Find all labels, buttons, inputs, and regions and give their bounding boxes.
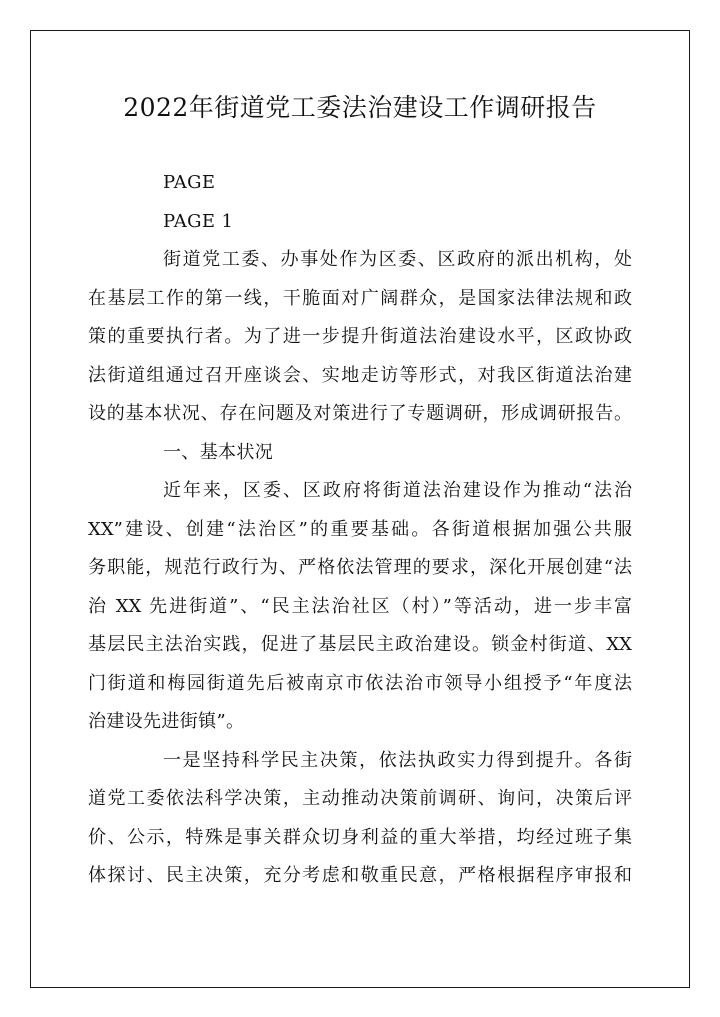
paragraph-line-13: 一是坚持科学民主决策，依法执政实力得到提升。各街 bbox=[163, 749, 632, 771]
paragraph-line-12: 治建设先进街镇”。 bbox=[88, 711, 245, 732]
document-body bbox=[88, 164, 632, 896]
document-title: 2022年街道党工委法治建设工作调研报告 bbox=[123, 93, 597, 122]
paragraph-line-11: 门街道和梅园街道先后被南京市依法治市领导小组授予“年度法 bbox=[88, 672, 632, 694]
paragraph-line-15: 价、公示，特殊是事关群众切身利益的重大举措，均经过班子集 bbox=[88, 826, 632, 848]
paragraph-line-7: XX”建设、创建“法治区”的重要基础。各街道根据加强公共服 bbox=[88, 518, 632, 540]
paragraph-line-4: 法街道组通过召开座谈会、实地走访等形式，对我区街道法治建 bbox=[88, 364, 632, 386]
paragraph-line-6: 近年来，区委、区政府将街道法治建设作为推动“法治 bbox=[163, 480, 632, 501]
paragraph-line-3: 策的重要执行者。为了进一步提升街道法治建设水平，区政协政 bbox=[88, 326, 632, 347]
paragraph-line-10: 基层民主法治实践，促进了基层民主政治建设。锁金村街道、XX bbox=[88, 634, 632, 655]
section-heading-basic-status: 一、基本状况 bbox=[163, 441, 274, 463]
paragraph-line-16: 体探讨、民主决策，充分考虑和敬重民意，严格根据程序审报和 bbox=[88, 865, 632, 886]
paragraph-line-5: 设的基本状况、存在问题及对策进行了专题调研，形成调研报告。 bbox=[88, 403, 632, 424]
paragraph-line-2: 在基层工作的第一线，干脆面对广阔群众，是国家法律法规和政 bbox=[88, 287, 632, 309]
paragraph-line-8: 务职能，规范行政行为、严格依法管理的要求，深化开展创建“法 bbox=[88, 557, 632, 578]
page-number-field: PAGE 1 bbox=[163, 210, 234, 232]
paragraph-line-14: 道党工委依法科学决策，主动推动决策前调研、询问，决策后评 bbox=[88, 788, 632, 809]
paragraph-line-9: 治 XX 先进街道”、“民主法治社区（村）”等活动，进一步丰富 bbox=[88, 595, 632, 617]
paragraph-line-1: 街道党工委、办事处作为区委、区政府的派出机构，处 bbox=[163, 249, 632, 270]
page-field-label: PAGE bbox=[163, 172, 216, 193]
